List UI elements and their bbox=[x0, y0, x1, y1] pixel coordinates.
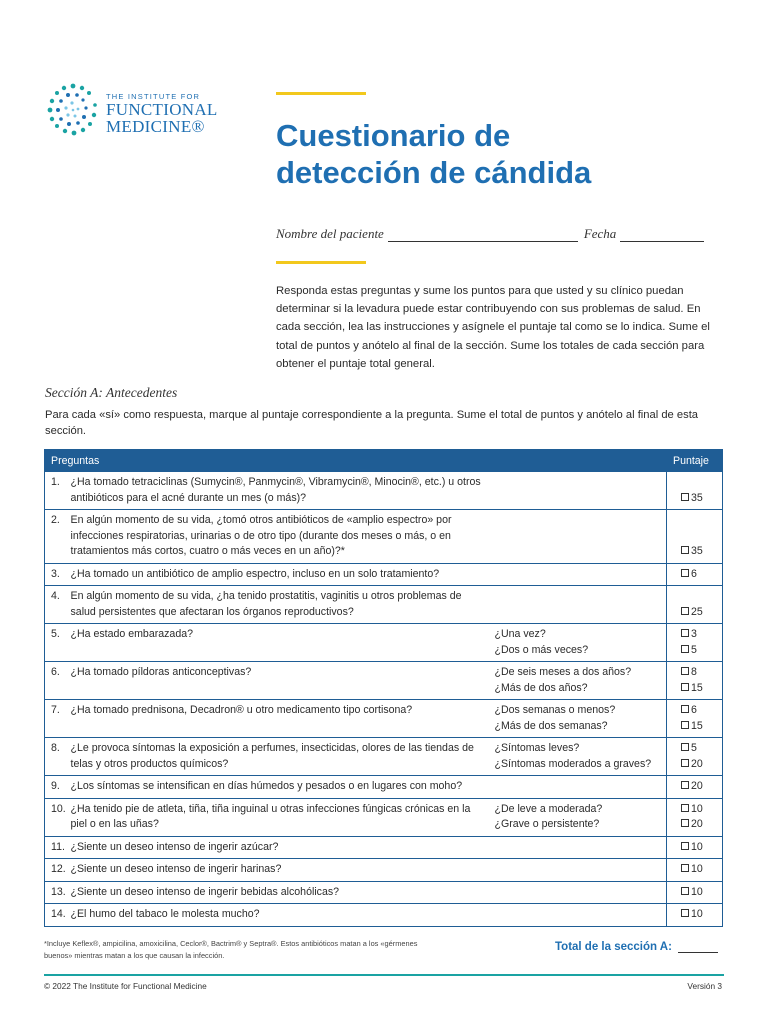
score-cell bbox=[667, 776, 723, 799]
score-option bbox=[681, 643, 718, 659]
question-number: 6. bbox=[45, 662, 67, 700]
score-checkbox[interactable] bbox=[681, 804, 689, 812]
question-text: ¿Ha tomado píldoras anticonceptivas? bbox=[67, 662, 491, 700]
score-checkbox[interactable] bbox=[681, 629, 689, 637]
header-score: Puntaje bbox=[667, 450, 723, 472]
question-text: ¿Ha estado embarazada? bbox=[67, 624, 491, 662]
score-value: 10 bbox=[691, 802, 703, 815]
page-title bbox=[276, 117, 716, 191]
question-text: ¿El humo del tabaco le molesta mucho? bbox=[67, 904, 491, 927]
score-checkbox[interactable] bbox=[681, 842, 689, 850]
score-checkbox[interactable] bbox=[681, 864, 689, 872]
question-text: En algún momento de su vida, ¿ha tenido prostatitis, vaginitis u otros problemas de salud persistentes que afectaran los órganos reproductivos? bbox=[67, 586, 491, 624]
score-cell bbox=[667, 738, 723, 776]
score-value: 5 bbox=[691, 742, 697, 754]
score-cell bbox=[667, 881, 723, 904]
score-option bbox=[681, 840, 718, 856]
table-row bbox=[45, 738, 723, 776]
table-row bbox=[45, 700, 723, 738]
score-cell bbox=[667, 563, 723, 586]
logo-text bbox=[106, 92, 218, 135]
score-checkbox[interactable] bbox=[681, 819, 689, 827]
table-row bbox=[45, 776, 723, 799]
footer-copyright: © 2022 The Institute for Functional Medicine bbox=[44, 981, 207, 991]
score-checkbox[interactable] bbox=[681, 743, 689, 751]
question-options bbox=[491, 700, 667, 738]
score-checkbox[interactable] bbox=[681, 546, 689, 554]
question-options bbox=[491, 881, 667, 904]
score-checkbox[interactable] bbox=[681, 721, 689, 729]
score-checkbox[interactable] bbox=[681, 683, 689, 691]
table-row bbox=[45, 859, 723, 882]
score-option bbox=[681, 757, 718, 773]
score-cell bbox=[667, 700, 723, 738]
score-value: 6 bbox=[691, 704, 697, 716]
section-total-label: Total de la sección A: bbox=[555, 941, 672, 953]
question-number: 13. bbox=[45, 881, 67, 904]
question-text: ¿Ha tomado un antibiótico de amplio espectro, incluso en un solo tratamiento? bbox=[67, 563, 491, 586]
score-option bbox=[681, 817, 718, 833]
score-option bbox=[681, 907, 718, 923]
question-number: 8. bbox=[45, 738, 67, 776]
table-row bbox=[45, 624, 723, 662]
question-options bbox=[491, 836, 667, 859]
question-number: 12. bbox=[45, 859, 67, 882]
question-number: 7. bbox=[45, 700, 67, 738]
question-text: ¿Siente un deseo intenso de ingerir azúcar? bbox=[67, 836, 491, 859]
question-number: 5. bbox=[45, 624, 67, 662]
option-label: ¿Síntomas leves? bbox=[494, 742, 580, 754]
question-options bbox=[491, 510, 667, 564]
score-value: 20 bbox=[691, 780, 703, 792]
logo bbox=[44, 80, 244, 144]
table-row bbox=[45, 563, 723, 586]
patient-info-line bbox=[276, 226, 720, 242]
table-row bbox=[45, 472, 723, 510]
score-checkbox[interactable] bbox=[681, 759, 689, 767]
score-checkbox[interactable] bbox=[681, 887, 689, 895]
score-checkbox[interactable] bbox=[681, 781, 689, 789]
score-option bbox=[681, 544, 718, 560]
score-option bbox=[681, 665, 718, 681]
section-title: Sección A: Antecedentes bbox=[45, 385, 178, 400]
patient-name-label: Nombre del paciente bbox=[276, 226, 384, 241]
questions-table bbox=[44, 449, 723, 927]
score-option bbox=[681, 567, 718, 583]
question-options bbox=[491, 586, 667, 624]
score-option bbox=[681, 779, 718, 795]
question-number: 4. bbox=[45, 586, 67, 624]
score-checkbox[interactable] bbox=[681, 705, 689, 713]
score-value: 25 bbox=[691, 605, 703, 618]
score-value: 35 bbox=[691, 491, 703, 504]
score-cell bbox=[667, 624, 723, 662]
score-option bbox=[681, 605, 718, 621]
score-checkbox[interactable] bbox=[681, 909, 689, 917]
score-cell bbox=[667, 836, 723, 859]
option-label: ¿De leve a moderada? bbox=[494, 802, 603, 815]
question-text: ¿Le provoca síntomas la exposición a perfumes, insecticidas, olores de las tiendas de telas y otros productos químicos? bbox=[67, 738, 491, 776]
score-option bbox=[681, 802, 718, 818]
score-value: 10 bbox=[691, 885, 703, 898]
score-value: 20 bbox=[691, 818, 703, 830]
intro-paragraph: Responda estas preguntas y sume los puntos para que usted y su clínico puedan determinar si la levadura puede estar contribuyendo con sus problemas de salud. En cada sección, lea las instrucciones y asígnele el puntaje tal como se lo indica. Sume el total de puntos y anótelo al final de la sección. Sume los totales de cada sección para obtener el puntaje total general. bbox=[276, 285, 710, 370]
score-cell bbox=[667, 798, 723, 836]
score-option bbox=[681, 491, 718, 507]
option-label: ¿Grave o persistente? bbox=[494, 818, 600, 830]
score-cell bbox=[667, 859, 723, 882]
score-option bbox=[681, 862, 718, 878]
question-options bbox=[491, 738, 667, 776]
footnote: *Incluye Keflex®, ampicilina, amoxicilina, Ceclor®, Bactrim® y Septra®. Estos antibióticos matan a los «gérmenes buenos» mientras matan a los que causan la infección. bbox=[44, 939, 418, 960]
question-text: ¿Ha tenido pie de atleta, tiña, tiña inguinal u otras infecciones fúngicas crónicas en la piel o en las uñas? bbox=[67, 798, 491, 836]
question-options bbox=[491, 859, 667, 882]
table-row bbox=[45, 662, 723, 700]
logo-line-1: THE INSTITUTE FOR bbox=[106, 92, 201, 101]
table-header-row bbox=[45, 450, 723, 472]
question-options bbox=[491, 472, 667, 510]
table-row bbox=[45, 798, 723, 836]
date-label: Fecha bbox=[583, 226, 617, 241]
score-option bbox=[681, 885, 718, 901]
question-number: 10. bbox=[45, 798, 67, 836]
score-option bbox=[681, 681, 718, 697]
logo-mark-icon bbox=[44, 80, 102, 138]
question-options bbox=[491, 662, 667, 700]
score-value: 15 bbox=[691, 681, 703, 694]
section-total-field[interactable] bbox=[678, 941, 718, 953]
question-number: 11. bbox=[45, 836, 67, 859]
question-number: 9. bbox=[45, 776, 67, 799]
accent-bar-top bbox=[276, 92, 366, 95]
question-text: ¿Ha tomado prednisona, Decadron® u otro medicamento tipo cortisona? bbox=[67, 700, 491, 738]
score-value: 10 bbox=[691, 908, 703, 920]
table-row bbox=[45, 836, 723, 859]
question-text: ¿Los síntomas se intensifican en días húmedos y pesados o en lugares con moho? bbox=[67, 776, 491, 799]
question-text: ¿Siente un deseo intenso de ingerir bebidas alcohólicas? bbox=[67, 881, 491, 904]
table-row bbox=[45, 510, 723, 564]
logo-line-2: FUNCTIONAL bbox=[106, 100, 218, 119]
option-label: ¿Dos semanas o menos? bbox=[494, 704, 616, 716]
score-cell bbox=[667, 472, 723, 510]
question-text: ¿Ha tomado tetraciclinas (Sumycin®, Panmycin®, Vibramycin®, Minocin®, etc.) u otros antibióticos para el acné durante un mes (o más)? bbox=[67, 472, 491, 510]
score-cell bbox=[667, 662, 723, 700]
score-checkbox[interactable] bbox=[681, 569, 689, 577]
score-checkbox[interactable] bbox=[681, 645, 689, 653]
score-value: 20 bbox=[691, 757, 703, 770]
score-value: 10 bbox=[691, 840, 703, 853]
question-text: ¿Siente un deseo intenso de ingerir harinas? bbox=[67, 859, 491, 882]
score-checkbox[interactable] bbox=[681, 493, 689, 501]
score-value: 15 bbox=[691, 719, 703, 732]
score-value: 8 bbox=[691, 666, 697, 678]
question-number: 1. bbox=[45, 472, 67, 510]
question-options bbox=[491, 776, 667, 799]
patient-name-field[interactable] bbox=[388, 228, 578, 242]
question-number: 14. bbox=[45, 904, 67, 927]
score-cell bbox=[667, 904, 723, 927]
questions-body bbox=[45, 472, 723, 927]
score-cell bbox=[667, 510, 723, 564]
option-label: ¿Más de dos semanas? bbox=[494, 719, 608, 732]
score-checkbox[interactable] bbox=[681, 607, 689, 615]
question-text: En algún momento de su vida, ¿tomó otros antibióticos de «amplio espectro» por infecciones respiratorias, urinarias o de otro tipo (durante dos meses o más, o en tratamientos más cortos, cuatro o más veces en un año)?* bbox=[67, 510, 491, 564]
title-line-1: Cuestionario de bbox=[276, 118, 511, 153]
footer-divider bbox=[44, 974, 724, 976]
score-checkbox[interactable] bbox=[681, 667, 689, 675]
option-label: ¿Más de dos años? bbox=[494, 681, 588, 694]
score-option bbox=[681, 719, 718, 735]
option-label: ¿De seis meses a dos años? bbox=[494, 666, 632, 678]
question-number: 2. bbox=[45, 510, 67, 564]
table-row bbox=[45, 904, 723, 927]
score-option bbox=[681, 703, 718, 719]
header-questions: Preguntas bbox=[45, 450, 667, 472]
score-value: 3 bbox=[691, 628, 697, 640]
logo-line-3: MEDICINE® bbox=[106, 117, 205, 136]
section-total bbox=[555, 941, 718, 953]
title-line-2: detección de cándida bbox=[276, 155, 592, 190]
score-value: 5 bbox=[691, 643, 697, 656]
question-number: 3. bbox=[45, 563, 67, 586]
option-label: ¿Dos o más veces? bbox=[494, 643, 589, 656]
score-option bbox=[681, 741, 718, 757]
question-options bbox=[491, 624, 667, 662]
footer-version: Versión 3 bbox=[687, 981, 722, 991]
table-row bbox=[45, 881, 723, 904]
table-row bbox=[45, 586, 723, 624]
question-options bbox=[491, 798, 667, 836]
option-label: ¿Una vez? bbox=[494, 628, 546, 640]
section-description: Para cada «sí» como respuesta, marque al puntaje correspondiente a la pregunta. Sume el total de puntos y anótelo al final de esta sección. bbox=[45, 409, 699, 437]
score-value: 35 bbox=[691, 545, 703, 557]
option-label: ¿Síntomas moderados a graves? bbox=[494, 757, 652, 770]
score-value: 6 bbox=[691, 567, 697, 580]
score-cell bbox=[667, 586, 723, 624]
question-options bbox=[491, 904, 667, 927]
accent-bar-middle bbox=[276, 261, 366, 264]
score-option bbox=[681, 627, 718, 643]
score-value: 10 bbox=[691, 863, 703, 875]
date-field[interactable] bbox=[620, 228, 704, 242]
question-options bbox=[491, 563, 667, 586]
